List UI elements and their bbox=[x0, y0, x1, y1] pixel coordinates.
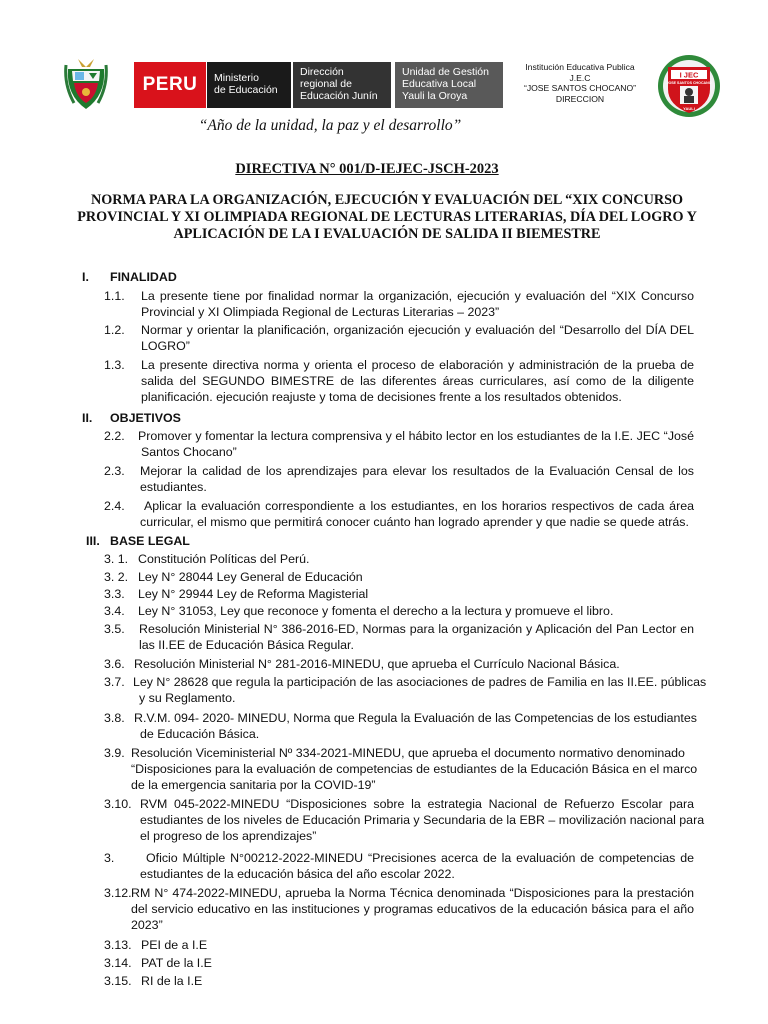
item-number: 3.14. bbox=[104, 956, 132, 970]
item-line: RM N° 474-2022-MINEDU, aprueba la Norma Técnica denominada “Disposiciones para la prestación bbox=[131, 886, 694, 900]
item-line: RVM 045-2022-MINEDU “Disposiciones sobre la estrategia Nacional de Refuerzo Escolar para bbox=[140, 797, 694, 811]
list-item bbox=[104, 586, 694, 602]
list-item bbox=[104, 656, 694, 672]
item-line: estudiantes de los niveles de Educación Primaria y Secundaria de la EBR – movilización nacional para bbox=[140, 813, 705, 828]
list-item bbox=[104, 357, 694, 406]
section-heading-finalidad bbox=[82, 269, 177, 285]
svg-text:JOSE SANTOS CHOCANO: JOSE SANTOS CHOCANO bbox=[666, 81, 712, 85]
item-number: 2.4. bbox=[104, 499, 125, 513]
list-item bbox=[104, 937, 694, 953]
item-line: Oficio Múltiple N°00212-2022-MINEDU “Precisiones acerca de la evaluación de competencias de bbox=[146, 851, 694, 865]
list-item bbox=[104, 955, 694, 971]
item-line: R.V.M. 094- 2020- MINEDU, Norma que Regula la Evaluación de las Competencias de los estudiantes bbox=[134, 711, 697, 725]
svg-text:I JEC: I JEC bbox=[679, 70, 699, 80]
item-number: 3.12. bbox=[104, 886, 132, 900]
item-line: Ley N° 28044 Ley General de Educación bbox=[138, 570, 363, 584]
item-line: Ley N° 28628 que regula la participación de las asociaciones de padres de Familia en las II.EE. públicas bbox=[133, 675, 707, 689]
year-motto: “Año de la unidad, la paz y el desarrollo” bbox=[198, 117, 462, 134]
item-line: de Educación Básica. bbox=[140, 727, 260, 742]
list-item bbox=[104, 428, 694, 460]
item-number: 3.9. bbox=[104, 746, 125, 760]
item-number: 3.15. bbox=[104, 974, 132, 988]
norma-heading bbox=[70, 192, 704, 243]
norma-line: NORMA PARA LA ORGANIZACIÓN, EJECUCIÓN Y EVALUACIÓN DEL “XIX CONCURSO bbox=[91, 192, 683, 208]
institution-line: DIRECCION bbox=[555, 93, 605, 104]
item-line: Normar y orientar la planificación, organización ejecución y evaluación del “Desarrollo del DÍA DEL bbox=[141, 323, 694, 337]
section-number: III. bbox=[86, 534, 100, 548]
norma-line: PROVINCIAL Y XI OLIMPIADA REGIONAL DE LECTURAS LITERARIAS, DÍA DEL LOGRO Y bbox=[77, 209, 697, 225]
item-line: del servicio educativo en las instituciones y programas educativos de la educación básica para el año bbox=[131, 902, 694, 917]
ministerio-block bbox=[207, 62, 291, 108]
ugel-block bbox=[395, 62, 503, 108]
list-item bbox=[104, 603, 694, 619]
item-line: las II.EE de Educación Básica Regular. bbox=[139, 638, 354, 653]
institution-name-block bbox=[511, 62, 649, 104]
direccion-line: regional de bbox=[300, 78, 352, 90]
item-line: PEI de a I.E bbox=[141, 938, 208, 952]
item-number: 1.1. bbox=[104, 289, 125, 303]
section-number: I. bbox=[82, 270, 89, 284]
item-line: La presente tiene por finalidad normar la organización, ejecución y evaluación del “XIX Concurso bbox=[141, 289, 694, 303]
ministerio-line: Ministerio bbox=[214, 72, 259, 84]
list-item bbox=[104, 569, 694, 585]
item-line: Promover y fomentar la lectura comprensiva y el hábito lector en los estudiantes de la I.E. JEC “José bbox=[138, 429, 694, 443]
norma-line: APLICACIÓN DE LA I EVALUACIÓN DE SALIDA II BIEMESTRE bbox=[173, 226, 601, 242]
direccion-regional-block bbox=[293, 62, 391, 108]
item-line: salida del SEGUNDO BIMESTRE de las diferentes áreas curriculares, así como de la diligente bbox=[141, 374, 694, 389]
list-item bbox=[104, 745, 698, 794]
list-item bbox=[104, 710, 697, 742]
list-item bbox=[104, 973, 694, 989]
item-line: Resolución Ministerial N° 281-2016-MINEDU, que aprueba el Currículo Nacional Básica. bbox=[134, 657, 620, 671]
item-line: La presente directiva norma y orienta el proceso de elaboración y administración de la prueba de bbox=[141, 358, 694, 372]
item-line: Aplicar la evaluación correspondiente a los estudiantes, en los horarios respectivos de cada área bbox=[144, 499, 694, 513]
school-logo-icon bbox=[656, 53, 722, 119]
item-line: Ley N° 29944 Ley de Reforma Magisterial bbox=[138, 587, 369, 601]
item-line: planificación. ejecución reajuste y toma de decisiones frente a los resultados obtenidos. bbox=[141, 390, 622, 405]
item-line: “Disposiciones para la evaluación de competencias de estudiantes de la Educación Básica en el marco bbox=[131, 762, 698, 777]
item-number: 1.3. bbox=[104, 358, 125, 372]
section-heading-base-legal bbox=[86, 533, 190, 549]
ministerio-line: de Educación bbox=[214, 84, 278, 96]
item-number: 3. 2. bbox=[104, 570, 129, 584]
peru-brand-block: PERU bbox=[134, 62, 206, 108]
item-number: 3.6. bbox=[104, 657, 125, 671]
directive-title: DIRECTIVA N° 001/D-IEJEC-JSCH-2023 bbox=[235, 161, 499, 177]
item-line: Santos Chocano” bbox=[141, 445, 237, 460]
svg-text:YAULI: YAULI bbox=[683, 106, 695, 111]
item-line: curricular, el mismo que permitirá conocer cuánto han logrado aprender y que nadie se quede atrás. bbox=[140, 515, 689, 530]
item-number: 3.3. bbox=[104, 587, 125, 601]
direccion-line: Dirección bbox=[300, 66, 344, 78]
list-item bbox=[104, 850, 694, 882]
list-item bbox=[104, 551, 694, 567]
institution-line: J.E.C bbox=[569, 72, 591, 83]
item-line: LOGRO” bbox=[141, 339, 190, 354]
item-line: Mejorar la calidad de los aprendizajes para elevar los resultados de la Evaluación Censal de los bbox=[140, 464, 694, 478]
item-line: PAT de la I.E bbox=[141, 956, 212, 970]
ugel-line: Educativa Local bbox=[402, 78, 477, 90]
item-line: estudiantes de la educación básica del año escolar 2022. bbox=[140, 867, 455, 882]
list-item bbox=[104, 498, 694, 530]
direccion-line: Educación Junín bbox=[300, 90, 378, 102]
list-item bbox=[104, 463, 694, 495]
item-number: 3.7. bbox=[104, 675, 125, 689]
item-line: estudiantes. bbox=[140, 480, 207, 495]
item-number: 3.8. bbox=[104, 711, 125, 725]
peru-coat-of-arms-icon bbox=[64, 55, 108, 111]
ugel-line: Yauli la Oroya bbox=[402, 90, 468, 102]
item-line: RI de la I.E bbox=[141, 974, 203, 988]
item-number: 3.13. bbox=[104, 938, 132, 952]
item-line: de la emergencia sanitaria por la COVID-19” bbox=[131, 778, 376, 793]
list-item bbox=[104, 796, 705, 845]
item-number: 1.2. bbox=[104, 323, 125, 337]
list-item bbox=[104, 621, 694, 653]
item-line: Resolución Ministerial N° 386-2016-ED, Normas para la organización y Aplicación del Pan Lector en bbox=[139, 622, 694, 636]
item-line: Ley N° 31053, Ley que reconoce y fomenta el derecho a la lectura y promueve el libro. bbox=[138, 604, 614, 618]
section-number: II. bbox=[82, 411, 93, 425]
list-item bbox=[104, 322, 694, 354]
section-title: FINALIDAD bbox=[110, 270, 177, 284]
ugel-line: Unidad de Gestión bbox=[402, 66, 489, 78]
item-number: 3. 1. bbox=[104, 552, 129, 566]
institution-line: Institución Educativa Publica bbox=[525, 62, 635, 72]
list-item bbox=[104, 288, 694, 320]
item-number: 3.5. bbox=[104, 622, 125, 636]
item-line: 2023” bbox=[131, 918, 163, 933]
section-heading-objetivos bbox=[82, 410, 181, 426]
item-line: y su Reglamento. bbox=[139, 691, 236, 706]
list-item bbox=[104, 674, 707, 706]
item-number: 3. bbox=[104, 851, 115, 865]
item-line: Provincial y XI Olimpiada Regional de Lecturas Literarias – 2023” bbox=[141, 305, 500, 320]
item-line: Constitución Políticas del Perú. bbox=[138, 552, 310, 566]
item-number: 3.4. bbox=[104, 604, 125, 618]
section-title: BASE LEGAL bbox=[110, 534, 190, 548]
list-item bbox=[104, 885, 694, 934]
section-title: OBJETIVOS bbox=[110, 411, 181, 425]
item-number: 3.10. bbox=[104, 797, 132, 811]
item-line: Resolución Viceministerial Nº 334-2021-MINEDU, que aprueba el documento normativo denominado bbox=[131, 746, 685, 760]
item-line: el progreso de los aprendizajes” bbox=[140, 829, 317, 844]
item-number: 2.3. bbox=[104, 464, 125, 478]
item-number: 2.2. bbox=[104, 429, 125, 443]
institution-line: “JOSE SANTOS CHOCANO” bbox=[523, 83, 637, 93]
